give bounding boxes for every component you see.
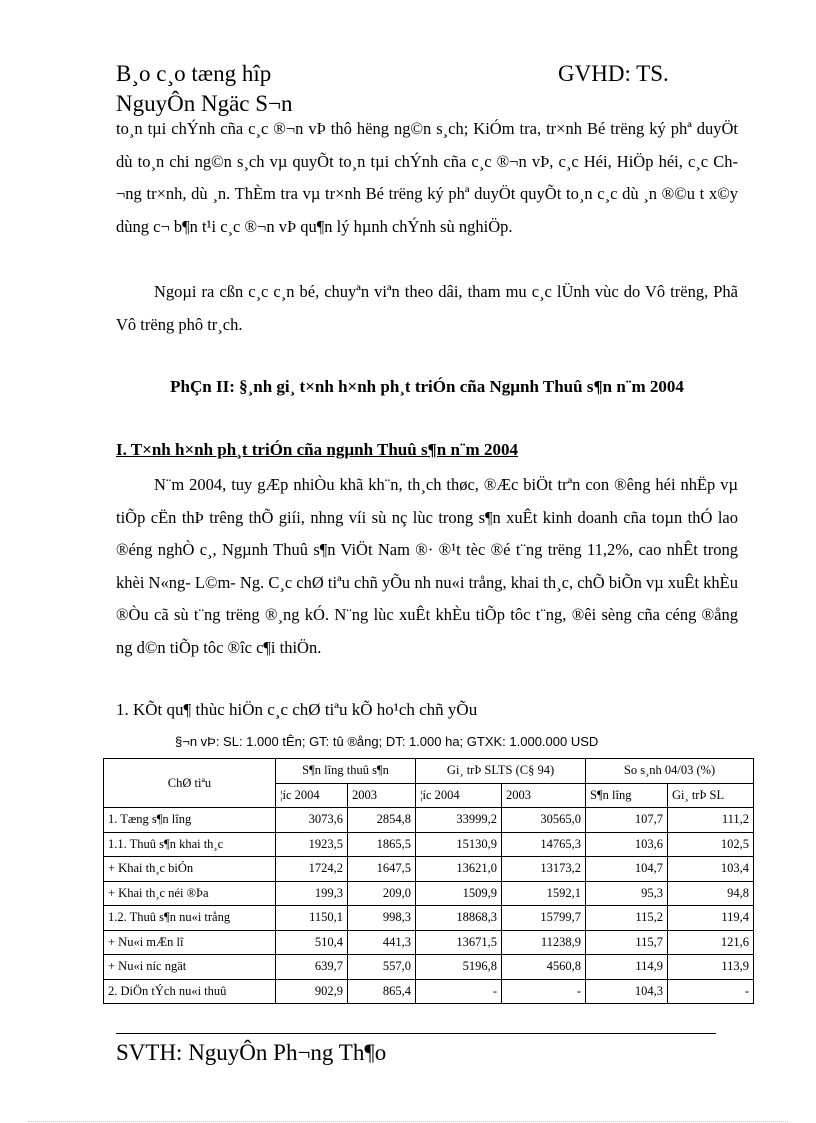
cell-compare-output: 115,2 [586, 906, 668, 931]
row-label: 1.1. Thuû s¶n khai th¸c [104, 832, 276, 857]
cell-compare-value: 94,8 [668, 881, 754, 906]
table-row [104, 857, 754, 882]
row-label: + Nu«i mÆn lî [104, 930, 276, 955]
cell-compare-value: 119,4 [668, 906, 754, 931]
cell-value-2004: 13621,0 [416, 857, 502, 882]
cell-value-2003: 13173,2 [502, 857, 586, 882]
cell-compare-value: 102,5 [668, 832, 754, 857]
cell-value-2003: 14765,3 [502, 832, 586, 857]
cell-output-2004: 3073,6 [276, 808, 348, 833]
row-label: 1. Tæng s¶n lîng [104, 808, 276, 833]
table-row [104, 930, 754, 955]
cell-value-2004: 18868,3 [416, 906, 502, 931]
cell-value-2003: 1592,1 [502, 881, 586, 906]
cell-output-2003: 2854,8 [348, 808, 416, 833]
cell-output-2004: 639,7 [276, 955, 348, 980]
cell-output-2003: 209,0 [348, 881, 416, 906]
paragraph-2004-overview: N¨m 2004, tuy gÆp nhiÒu khã kh¨n, th¸ch thøc, ®Æc biÖt trªn con ®êng héi nhËp vµ tiÕp cËn thÞ trêng thÕ giíi, nhng víi sù nç lùc trong s¶n xuÊt kinh doanh cña toµn thÓ lao ®éng nghÒ c¸, Ngµnh Thuû s¶n ViÖt Nam ®· ®¹t tèc ®é t¨ng trëng 11,2%, cao nhÊt trong khèi N«ng- L©m- Ng. C¸c chØ tiªu chñ yÕu nh nu«i trång, khai th¸c, chÕ biÕn vµ xuÊt khÈu ®Òu cã sù t¨ng trëng ®¸ng kÓ. N¨ng lùc xuÊt khÈu tiÕp tôc t¨ng, ®êi sèng cña céng ®ång ng d©n tiÕp tôc ®îc c¶i thiÖn. [116, 475, 738, 657]
paragraph-budget-duties: to¸n tµi chÝnh cña c¸c ®¬n vÞ thô hëng ng©n s¸ch; KiÓm tra, tr×nh Bé trëng ký phª duyÖt dù to¸n chi ng©n s¸ch vµ quyÕt to¸n tµi chÝnh cña c¸c ®¬n vÞ, c¸c Héi, HiÖp héi, c¸c Ch¬ng tr×nh, dù ¸n. ThÈm tra vµ tr×nh Bé trëng ký phª duyÖt quyÕt to¸n c¸c dù ¸n ®©u t x©y dùng c¬ b¶n t¹i c¸c ®¬n vÞ qu¶n lý hµnh chÝnh sù nghiÖp. [116, 119, 738, 236]
cell-value-2003: 11238,9 [502, 930, 586, 955]
header-2003-value: 2003 [502, 783, 586, 808]
table-row [104, 832, 754, 857]
cell-output-2004: 1923,5 [276, 832, 348, 857]
cell-value-2004: 1509,9 [416, 881, 502, 906]
cell-output-2003: 998,3 [348, 906, 416, 931]
header-est-2004-value: ¦íc 2004 [416, 783, 502, 808]
cell-output-2004: 902,9 [276, 979, 348, 1004]
cell-value-2004: - [416, 979, 502, 1004]
supervisor-name: NguyÔn Ngäc S¬n [116, 91, 293, 116]
header-est-2004-output: ¦íc 2004 [276, 783, 348, 808]
footer-student: SVTH: NguyÔn Ph¬ng Th¶o [116, 1040, 387, 1065]
cell-output-2003: 865,4 [348, 979, 416, 1004]
cell-compare-output: 114,9 [586, 955, 668, 980]
results-heading: 1. KÕt qu¶ thùc hiÖn c¸c chØ tiªu kÕ ho¹ch chñ yÕu [116, 700, 478, 719]
cell-compare-output: 104,3 [586, 979, 668, 1004]
cell-value-2003: - [502, 979, 586, 1004]
cell-value-2004: 5196,8 [416, 955, 502, 980]
row-label: 1.2. Thuû s¶n nu«i trång [104, 906, 276, 931]
cell-compare-value: - [668, 979, 754, 1004]
cell-output-2003: 1647,5 [348, 857, 416, 882]
cell-compare-output: 103,6 [586, 832, 668, 857]
cell-value-2003: 15799,7 [502, 906, 586, 931]
header-2003-output: 2003 [348, 783, 416, 808]
cell-compare-value: 111,2 [668, 808, 754, 833]
header-compare-value: Gi¸ trÞ SL [668, 783, 754, 808]
cell-output-2004: 199,3 [276, 881, 348, 906]
cell-value-2004: 13671,5 [416, 930, 502, 955]
footer-rule [116, 1033, 716, 1034]
header-indicator: ChØ tiªu [104, 759, 276, 808]
cell-value-2003: 4560,8 [502, 955, 586, 980]
report-title: B¸o c¸o tæng hîp [116, 61, 272, 86]
cell-compare-output: 95,3 [586, 881, 668, 906]
part-heading: PhÇn II: §¸nh gi¸ t×nh h×nh ph¸t triÓn cña Ngµnh Thuû s¶n n¨m 2004 [170, 377, 684, 396]
row-label: + Nu«i níc ngät [104, 955, 276, 980]
cell-output-2004: 1724,2 [276, 857, 348, 882]
header-compare-output: S¶n lîng [586, 783, 668, 808]
table-row [104, 808, 754, 833]
row-label: + Khai th¸c néi ®Þa [104, 881, 276, 906]
cell-value-2004: 15130,9 [416, 832, 502, 857]
cell-value-2004: 33999,2 [416, 808, 502, 833]
cell-output-2003: 441,3 [348, 930, 416, 955]
header-value-group: Gi¸ trÞ SLTS (C§ 94) [416, 759, 586, 784]
page-edge-dots [28, 1121, 788, 1122]
cell-value-2003: 30565,0 [502, 808, 586, 833]
table-row [104, 955, 754, 980]
cell-compare-output: 115,7 [586, 930, 668, 955]
header-compare-group: So s¸nh 04/03 (%) [586, 759, 754, 784]
table-row [104, 979, 754, 1004]
supervisor-label: GVHD: TS. [558, 61, 669, 86]
cell-compare-output: 107,7 [586, 808, 668, 833]
cell-output-2004: 510,4 [276, 930, 348, 955]
header-output-group: S¶n lîng thuû s¶n [276, 759, 416, 784]
table-row [104, 906, 754, 931]
unit-note: §¬n vÞ: SL: 1.000 tÊn; GT: tû ®ång; DT: 1.000 ha; GTXK: 1.000.000 USD [175, 734, 599, 749]
fisheries-results-table [103, 758, 754, 1004]
paragraph-staff: Ngoµi ra cßn c¸c c¸n bé, chuyªn viªn theo dâi, tham mu c¸c lÜnh vùc do Vô trëng, Phã Vô trëng phô tr¸ch. [116, 282, 738, 334]
section-heading: I. T×nh h×nh ph¸t triÓn cña ngµnh Thuû s¶n n¨m 2004 [116, 440, 518, 459]
row-label: + Khai th¸c biÓn [104, 857, 276, 882]
cell-output-2004: 1150,1 [276, 906, 348, 931]
cell-compare-value: 103,4 [668, 857, 754, 882]
cell-compare-value: 121,6 [668, 930, 754, 955]
cell-compare-output: 104,7 [586, 857, 668, 882]
cell-output-2003: 557,0 [348, 955, 416, 980]
cell-output-2003: 1865,5 [348, 832, 416, 857]
table-row [104, 881, 754, 906]
cell-compare-value: 113,9 [668, 955, 754, 980]
row-label: 2. DiÖn tÝch nu«i thuû [104, 979, 276, 1004]
